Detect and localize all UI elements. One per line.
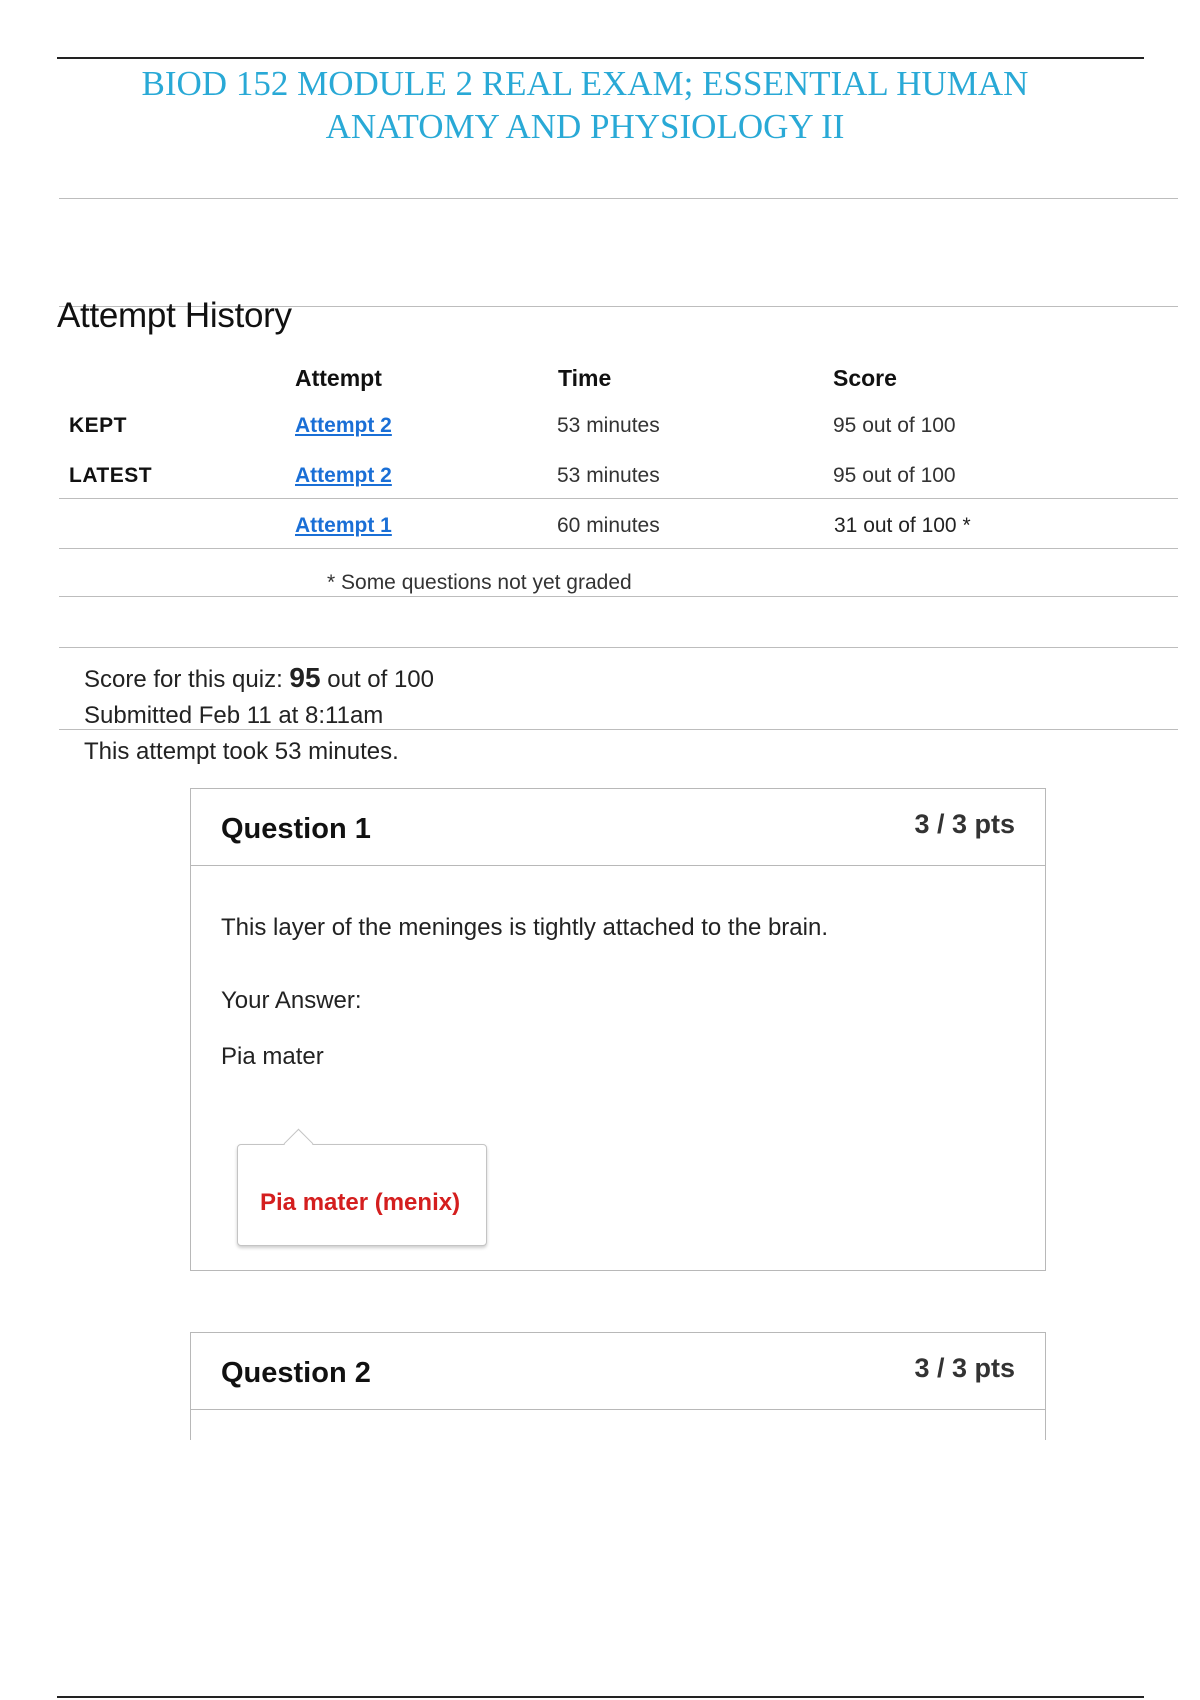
question-title: Question 2	[221, 1357, 371, 1389]
document-title-line-2: ANATOMY AND PHYSIOLOGY II	[325, 107, 845, 146]
question-header	[191, 789, 1045, 866]
document-title	[60, 62, 1110, 148]
question-2-card	[190, 1332, 1046, 1442]
section-divider	[59, 647, 1178, 648]
column-header-score: Score	[833, 365, 897, 391]
row-label-kept: KEPT	[69, 414, 128, 437]
callout-pointer	[284, 1129, 314, 1159]
correct-answer: Pia mater (menix)	[260, 1189, 461, 1216]
quiz-score-value: 95	[289, 662, 321, 693]
attempt-time: 60 minutes	[557, 514, 660, 537]
row-label-latest: LATEST	[69, 464, 153, 487]
section-divider	[59, 596, 1178, 597]
attempt-1-link[interactable]: Attempt 1	[295, 514, 392, 537]
summary-divider	[59, 729, 1178, 730]
question-text: This layer of the meninges is tightly attached to the brain.	[221, 914, 828, 941]
correct-answer-callout	[237, 1144, 487, 1246]
bottom-rule	[57, 1696, 1144, 1698]
attempt-time: 53 minutes	[557, 464, 660, 487]
attempt-score: 31 out of 100 *	[834, 514, 971, 537]
question-title: Question 1	[221, 813, 371, 845]
page-cut-mask	[0, 1440, 1200, 1690]
quiz-score	[84, 662, 434, 694]
question-points: 3 / 3 pts	[914, 1353, 1015, 1383]
table-divider	[59, 548, 1178, 549]
attempt-time: 53 minutes	[557, 414, 660, 437]
attempt-score: 95 out of 100	[833, 464, 956, 487]
attempt-history-heading: Attempt History	[57, 296, 292, 335]
your-answer-label: Your Answer:	[221, 987, 362, 1014]
submitted-timestamp: Submitted Feb 11 at 8:11am	[84, 702, 384, 729]
document-title-line-1: BIOD 152 MODULE 2 REAL EXAM; ESSENTIAL HUMAN	[141, 64, 1029, 103]
column-header-time: Time	[558, 365, 612, 391]
title-divider	[59, 198, 1178, 199]
your-answer: Pia mater	[221, 1043, 324, 1070]
attempt-duration: This attempt took 53 minutes.	[84, 738, 399, 765]
ungraded-footnote: * Some questions not yet graded	[327, 571, 632, 594]
question-1-card	[190, 788, 1046, 1271]
question-points: 3 / 3 pts	[914, 809, 1015, 839]
quiz-score-prefix: Score for this quiz:	[84, 666, 290, 693]
attempt-2-link[interactable]: Attempt 2	[295, 414, 392, 437]
attempt-2-link[interactable]: Attempt 2	[295, 464, 392, 487]
attempt-score: 95 out of 100	[833, 414, 956, 437]
question-header	[191, 1333, 1045, 1410]
table-divider	[59, 498, 1178, 499]
quiz-score-suffix: out of 100	[320, 666, 435, 693]
top-rule	[57, 57, 1144, 59]
column-header-attempt: Attempt	[295, 365, 382, 391]
